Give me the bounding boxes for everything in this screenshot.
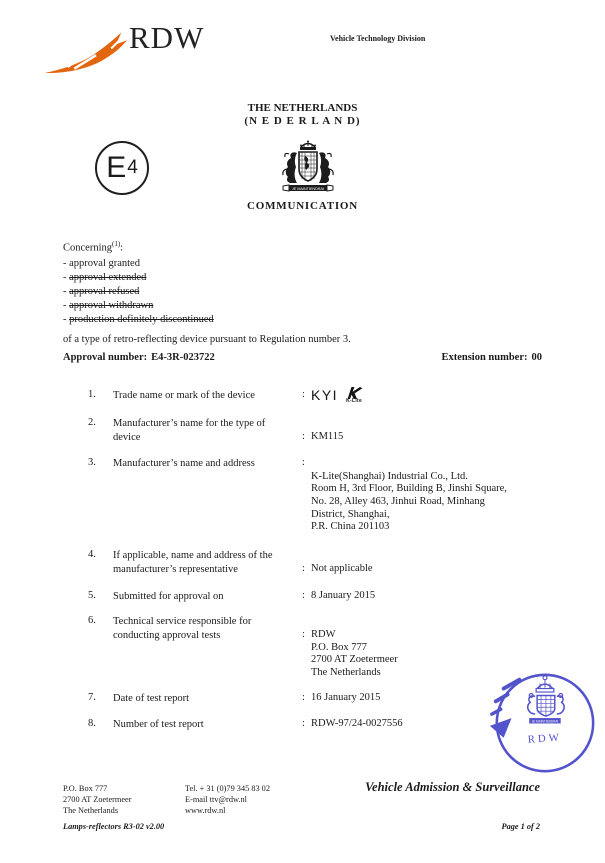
item-number: 5.	[88, 590, 96, 601]
value-line: No. 28, Alley 463, Jinhui Road, Minhang	[311, 495, 485, 507]
footnote-marker: (1)	[112, 240, 121, 248]
coat-motto-label: JE MAINTIENDRAI	[292, 186, 324, 191]
footer-contact-line: E-mail ttv@rdw.nl	[185, 794, 247, 804]
approval-number: Approval number: E4-3R-023722	[63, 352, 215, 363]
item-label-line: If applicable, name and address of the	[113, 550, 273, 561]
item-row	[88, 692, 380, 706]
footer-address-line: The Netherlands	[63, 805, 119, 815]
concerning-option: - approval refused	[63, 285, 140, 297]
doc-ref: Lamps-reflectors R3-02 v2.00	[63, 822, 165, 831]
rdw-logo-icon	[44, 24, 128, 78]
footer-division: Vehicle Admission & Surveillance	[365, 780, 540, 794]
value-line: Not applicable	[311, 563, 373, 574]
footer-address-line: P.O. Box 777	[63, 784, 108, 793]
e-mark-number: 4	[127, 156, 138, 178]
item-row	[88, 718, 403, 732]
value-colon: :	[302, 590, 305, 601]
item-number: 3.	[88, 457, 96, 468]
country-subtitle: (N E D E R L A N D)	[244, 115, 361, 127]
concerning-heading: Concerning$^{(1)}$:	[63, 240, 124, 254]
klite-logo-icon	[345, 387, 363, 404]
value-line: P.R. China 201103	[311, 521, 390, 533]
concerning-option: - approval granted	[63, 257, 140, 269]
item-row	[88, 615, 398, 680]
extension-number: Extension number: 00	[441, 352, 542, 363]
value-line: District, Shanghai,	[311, 508, 390, 520]
item-label-line: manufacturer’s representative	[113, 564, 238, 575]
approval-row	[63, 352, 542, 363]
item-row	[88, 417, 343, 445]
value-line: KM115	[311, 431, 344, 442]
value-line: 16 January 2015	[311, 692, 381, 703]
item-label-line: Date of test report	[113, 693, 190, 704]
concerning-option: - approval extended	[63, 271, 147, 283]
concerning-section	[63, 240, 543, 347]
value-line: 8 January 2015	[311, 590, 376, 601]
division-label: Vehicle Technology Division	[330, 34, 426, 43]
value-colon: :	[302, 389, 305, 400]
item-label-line: Submitted for approval on	[113, 591, 224, 602]
footer-address-line: 2700 AT Zoetermeer	[63, 794, 132, 804]
value-line: K-Lite(Shanghai) Industrial Co., Ltd.	[311, 470, 468, 482]
value-line: RDW	[311, 629, 336, 640]
value-line: RDW-97/24-0027556	[311, 718, 403, 729]
value-line: Room H, 3rd Floor, Building B, Jinshi Square,	[311, 483, 507, 495]
item-number: 4.	[88, 549, 96, 560]
brand-wordmark: RDW	[129, 20, 205, 55]
item-label-line: Manufacturer’s name and address	[113, 458, 255, 469]
value-colon: :	[302, 718, 305, 729]
item-label-line: Technical service responsible for	[113, 616, 252, 627]
footer-address	[63, 784, 132, 816]
footer-contact-line: www.rdw.nl	[185, 805, 226, 815]
item-number: 8.	[88, 718, 96, 729]
value-colon: :	[302, 563, 305, 574]
item-row	[88, 389, 363, 406]
item-label-line: Trade name or mark of the device	[113, 390, 255, 401]
item-row	[88, 457, 507, 534]
item-number: 2.	[88, 417, 96, 428]
klite-label: K-Lite	[346, 398, 363, 404]
page-indicator: Page 1 of 2	[501, 822, 540, 831]
coat-of-arms-icon	[269, 139, 347, 195]
trademark-text: KYI	[311, 387, 339, 403]
item-label-line: device	[113, 432, 141, 443]
item-row	[88, 590, 375, 604]
communication-title: COMMUNICATION	[246, 200, 359, 212]
e4-approval-mark	[95, 141, 149, 195]
stamp-rdw-label: RDW	[527, 731, 563, 746]
item-label-line: Manufacturer’s name for the type of	[113, 418, 266, 429]
subject-line: of a type of retro-reflecting device pursuant to Regulation number 3.	[63, 333, 351, 345]
stamp-motto-label: JE MAINTIENDRAI	[531, 719, 559, 724]
value-line: 2700 AT Zoetermeer	[311, 654, 398, 666]
item-number: 6.	[88, 615, 96, 626]
value-colon: :	[302, 629, 305, 640]
value-colon: :	[302, 457, 305, 468]
concerning-option: - production definitely discontinued	[63, 314, 214, 326]
country-title: THE NETHERLANDS	[247, 102, 358, 114]
concerning-option: - approval withdrawn	[63, 300, 154, 312]
value-colon: :	[302, 692, 305, 703]
footer-contact-line: Tel. + 31 (0)79 345 83 02	[185, 784, 270, 793]
value-line: The Netherlands	[311, 667, 381, 679]
footer-contact	[185, 784, 270, 816]
item-label-line: conducting approval tests	[113, 630, 221, 641]
trademark-logo	[311, 389, 363, 406]
item-label-line: Number of test report	[113, 719, 204, 730]
approval-stamp-icon	[484, 666, 602, 778]
item-row	[88, 549, 373, 577]
e-mark-letter: E	[106, 151, 127, 184]
value-line: P.O. Box 777	[311, 641, 368, 653]
item-number: 1.	[88, 389, 96, 400]
item-number: 7.	[88, 692, 96, 703]
value-colon: :	[302, 431, 305, 442]
